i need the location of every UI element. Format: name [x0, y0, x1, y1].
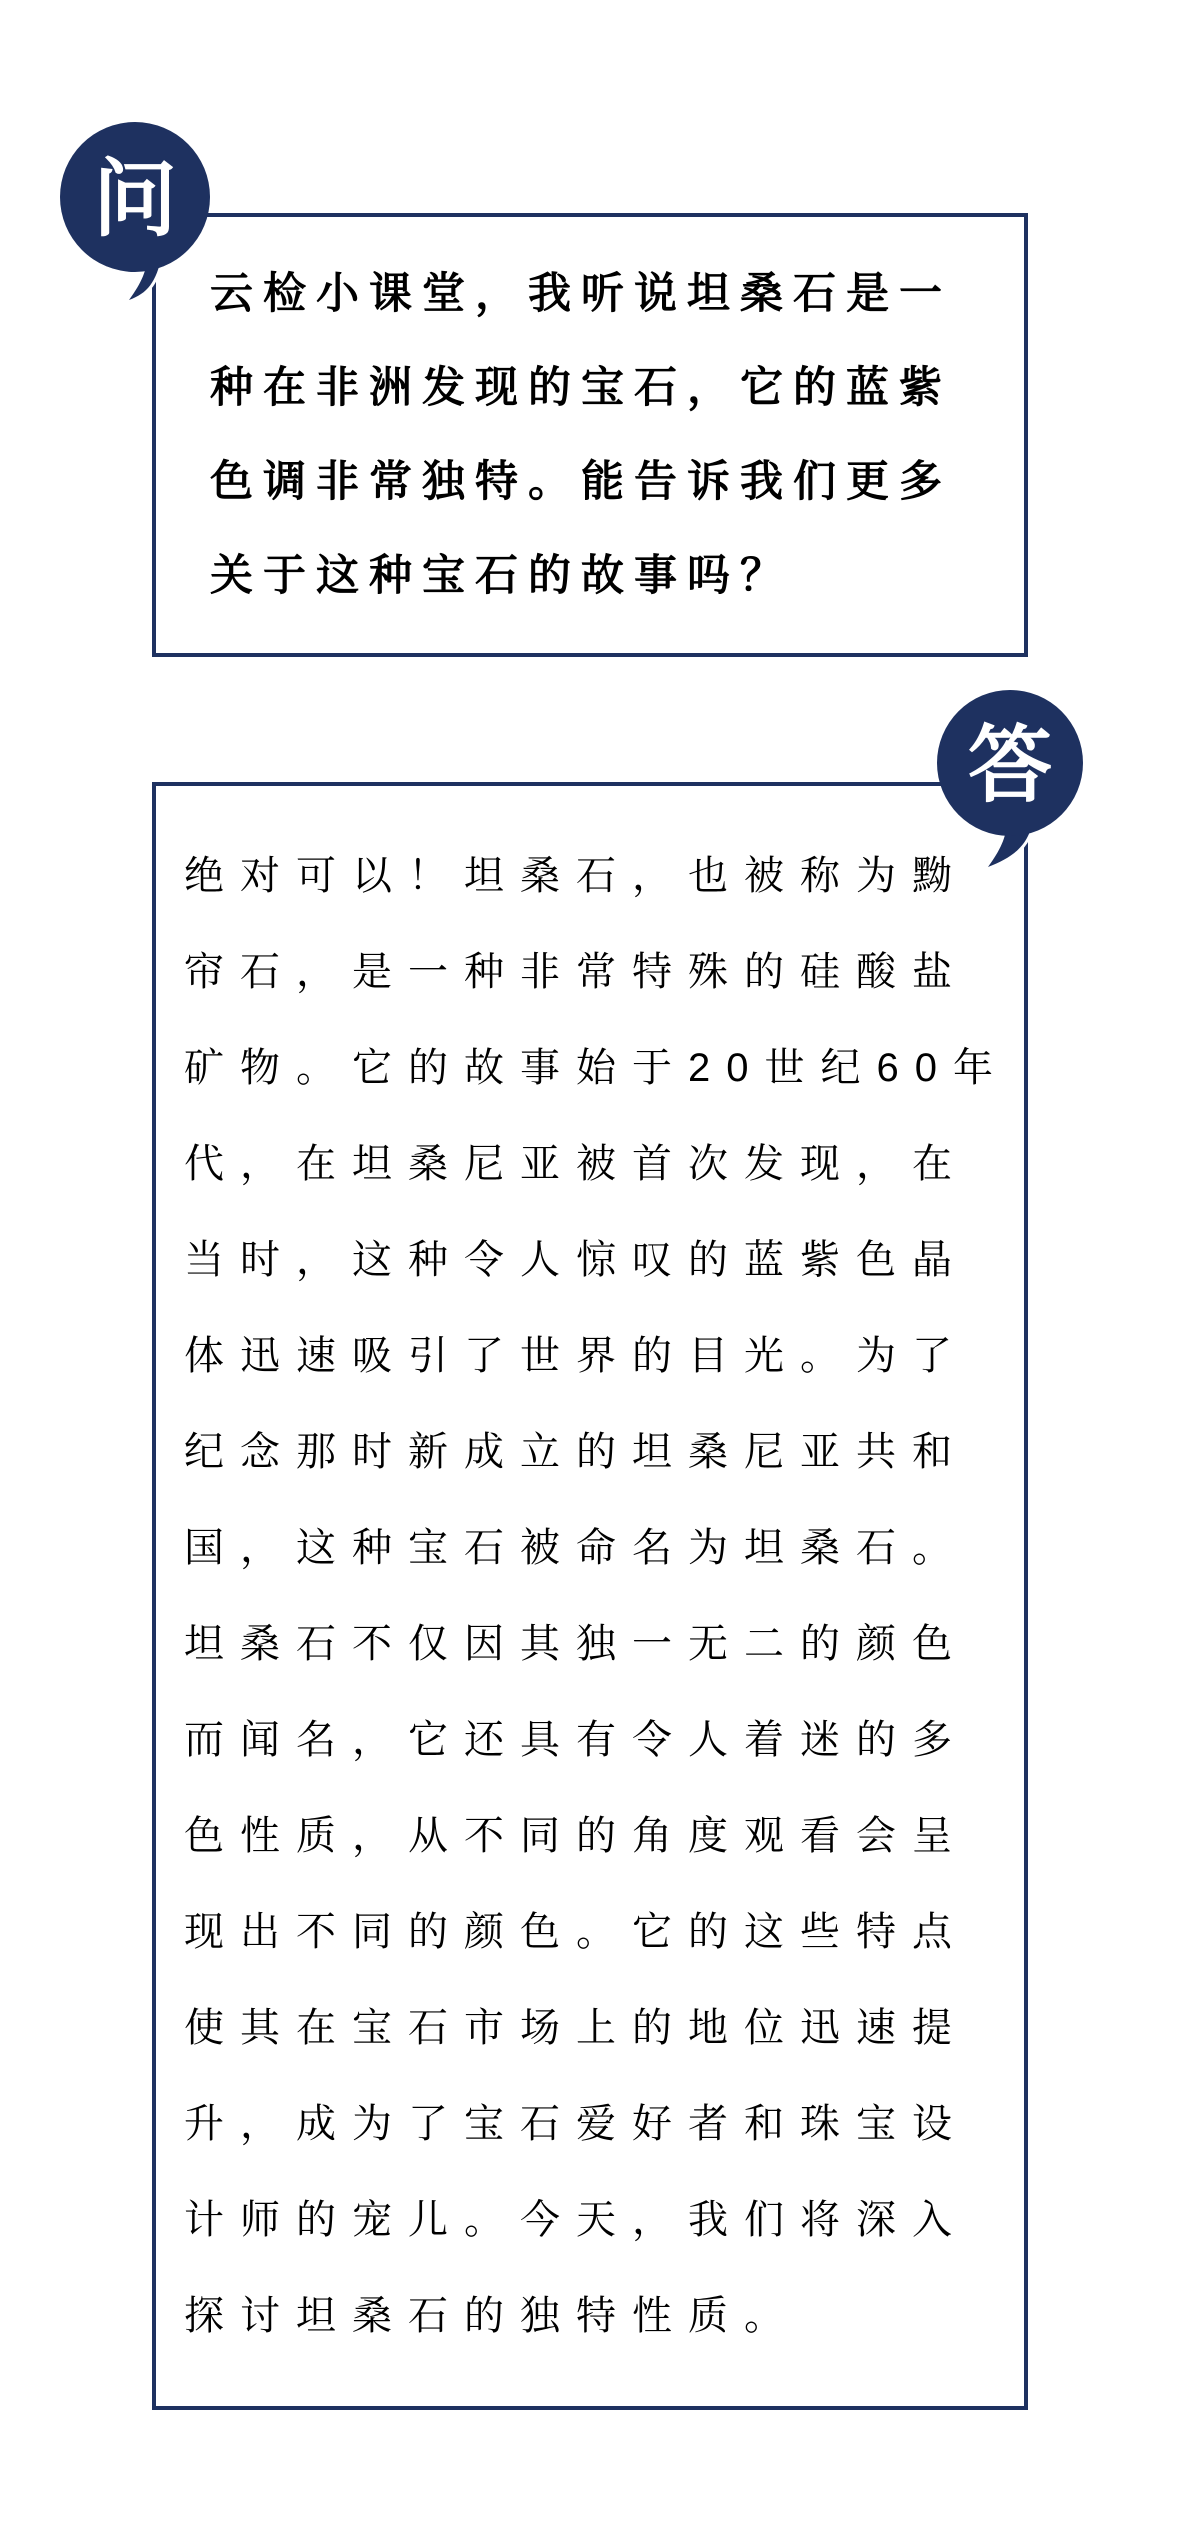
answer-line: 坦桑石不仅因其独一无二的颜色 [184, 1622, 968, 1666]
answer-line: 帘石，是一种非常特殊的硅酸盐 [184, 950, 968, 994]
question-bubble-label: 问 [92, 152, 178, 246]
answer-line: 现出不同的颜色。它的这些特点 [184, 1910, 968, 1954]
question-card [152, 213, 1028, 657]
answer-line: 体迅速吸引了世界的目光。为了 [184, 1334, 968, 1378]
answer-line: 矿物。它的故事始于20世纪60年 [184, 1046, 1009, 1090]
answer-line: 而闻名，它还具有令人着迷的多 [184, 1718, 968, 1762]
answer-speech-bubble-icon [932, 685, 1102, 880]
question-line: 种在非洲发现的宝石，它的蓝紫 [210, 364, 952, 412]
question-line: 关于这种宝石的故事吗？ [210, 552, 793, 600]
answer-line: 国，这种宝石被命名为坦桑石。 [184, 1526, 968, 1570]
answer-line: 代，在坦桑尼亚被首次发现，在 [184, 1142, 968, 1186]
question-line: 色调非常独特。能告诉我们更多 [210, 458, 952, 506]
answer-bubble-label: 答 [967, 718, 1053, 812]
question-line: 云检小课堂，我听说坦桑石是一 [210, 270, 952, 318]
answer-card [152, 782, 1028, 2410]
answer-line: 计师的宠儿。今天，我们将深入 [184, 2198, 968, 2242]
answer-line: 绝对可以！坦桑石，也被称为黝 [184, 854, 968, 898]
question-speech-bubble-icon [55, 117, 225, 312]
answer-line: 使其在宝石市场上的地位迅速提 [184, 2006, 968, 2050]
answer-line: 色性质，从不同的角度观看会呈 [184, 1814, 968, 1858]
answer-line: 纪念那时新成立的坦桑尼亚共和 [184, 1430, 968, 1474]
answer-line: 当时，这种令人惊叹的蓝紫色晶 [184, 1238, 968, 1282]
answer-line: 探讨坦桑石的独特性质。 [184, 2294, 800, 2338]
answer-line: 升，成为了宝石爱好者和珠宝设 [184, 2102, 968, 2146]
